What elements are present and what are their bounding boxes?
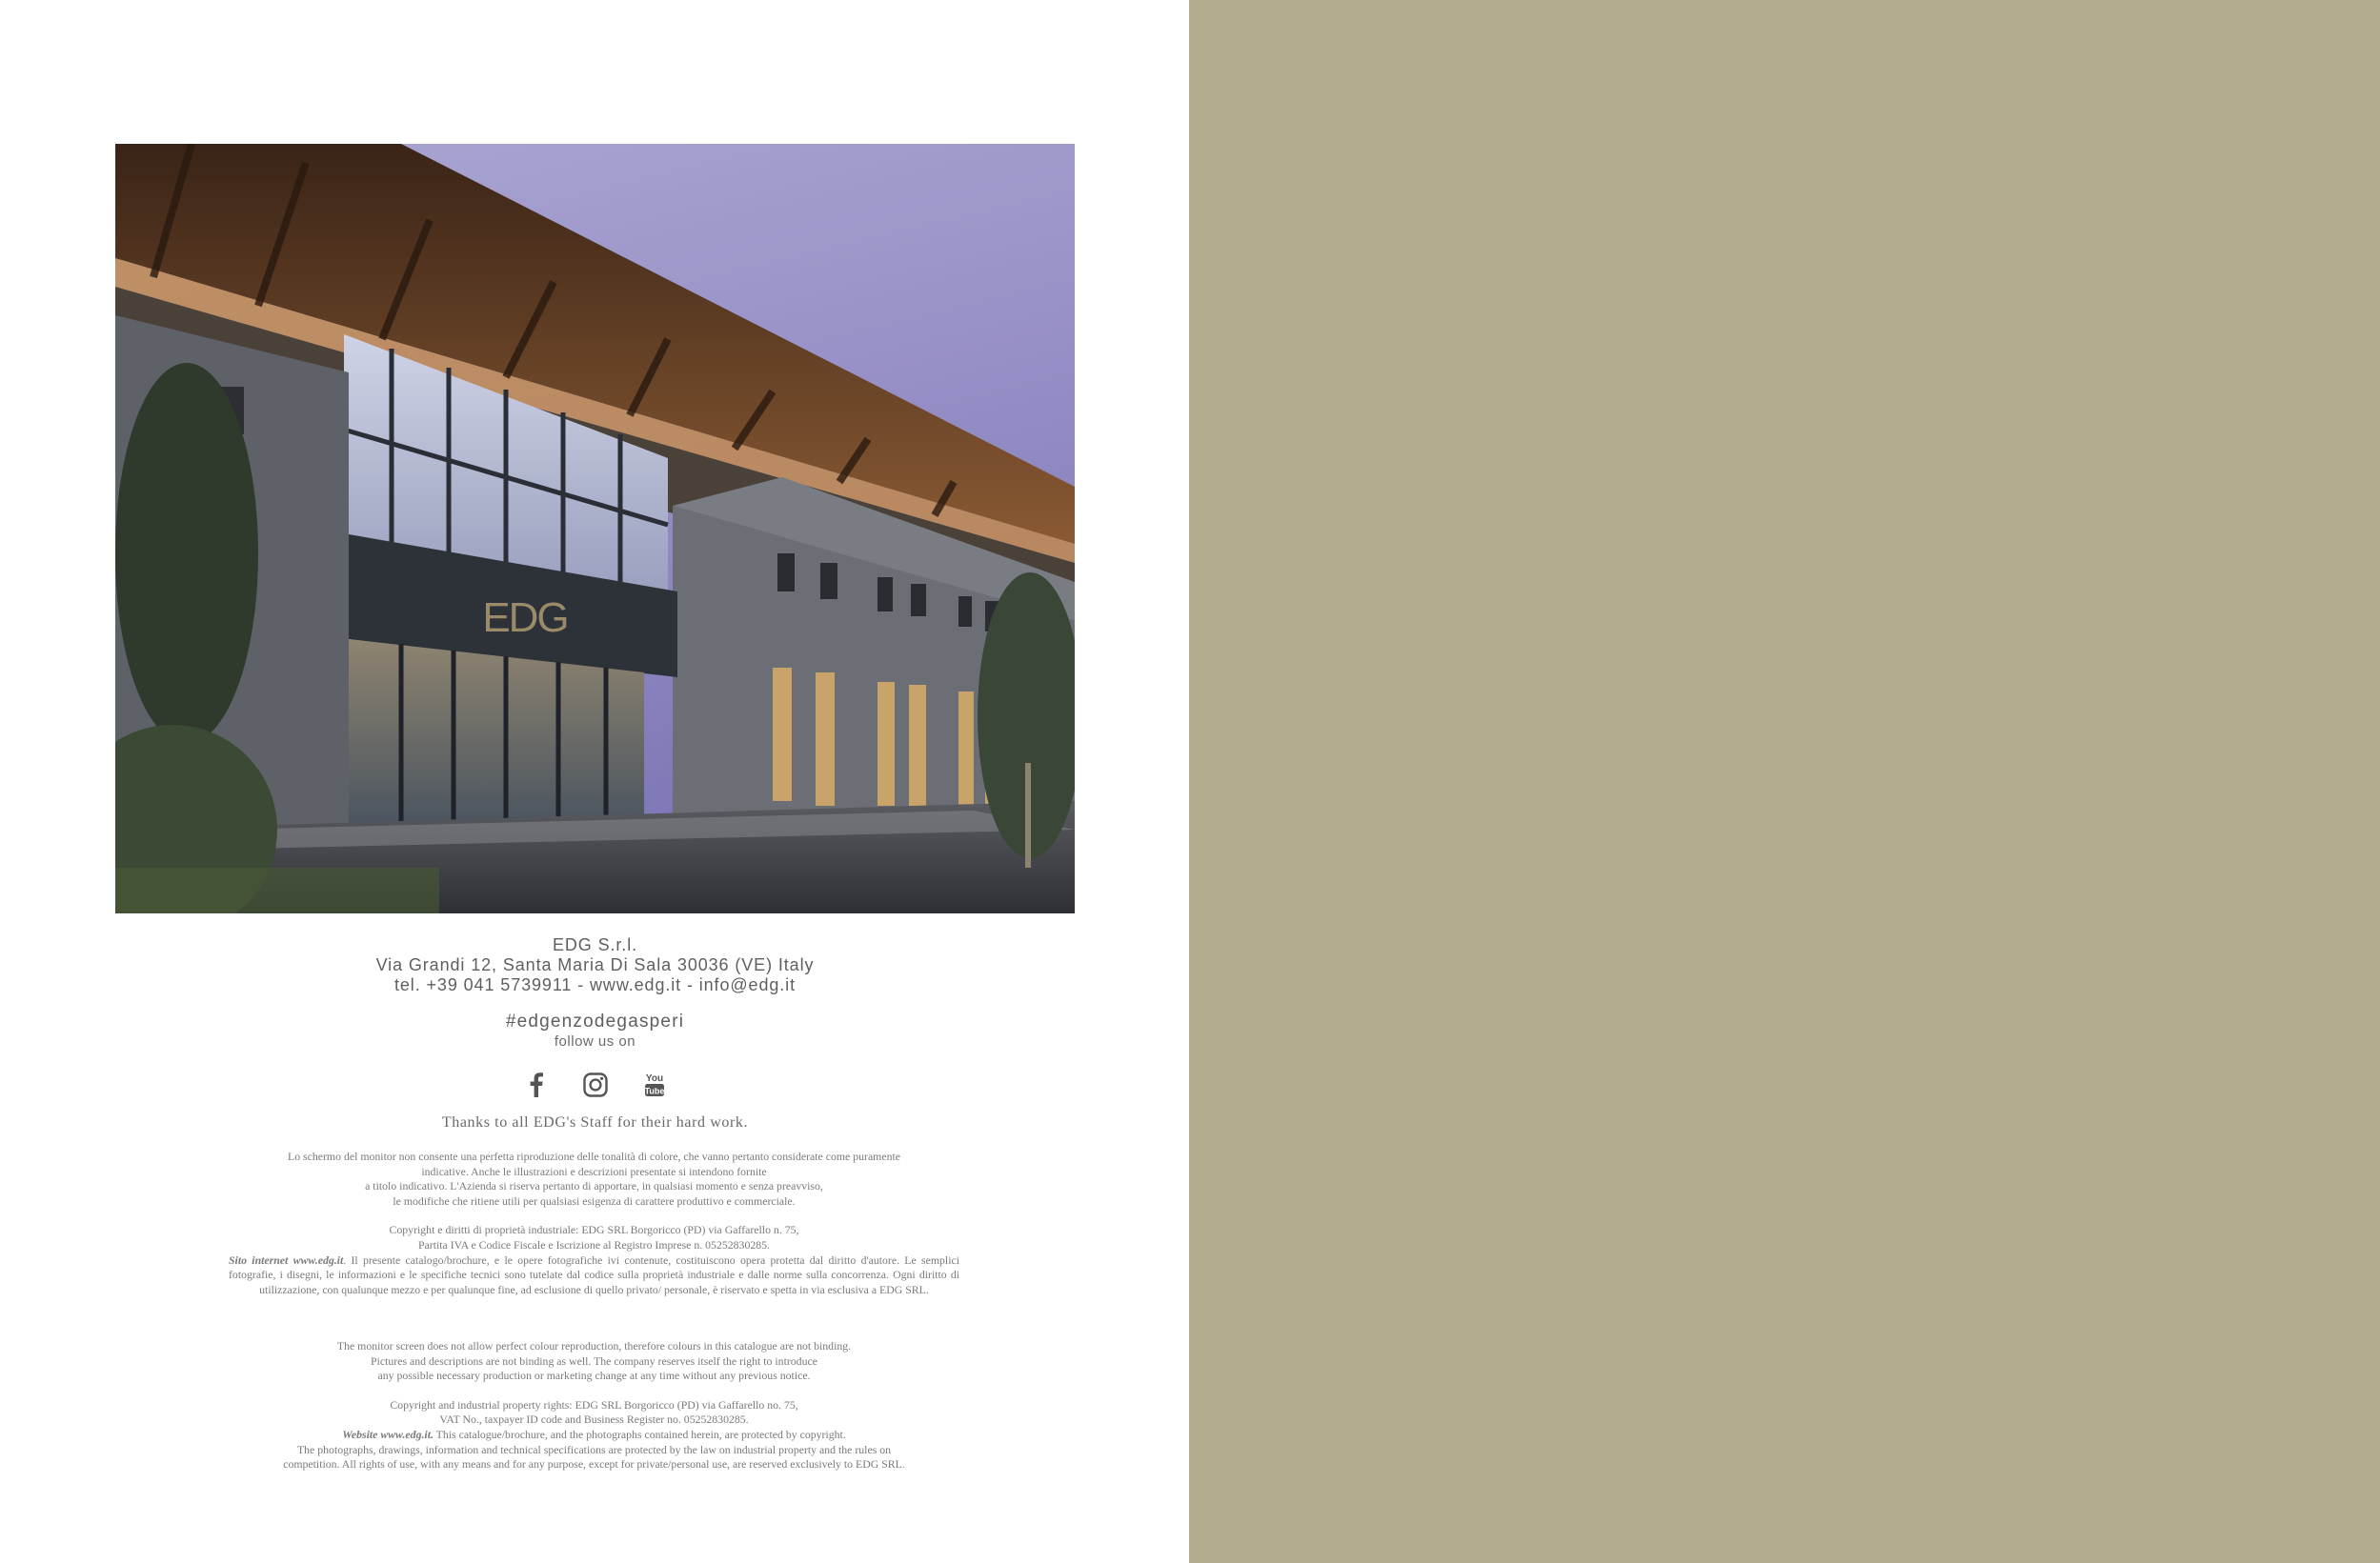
legal-notice-english <box>229 1339 959 1473</box>
legal-line: Partita IVA e Codice Fiscale e Iscrizione al Registro Imprese n. 05252830285. <box>417 1237 770 1252</box>
building-photo <box>115 144 1075 913</box>
company-contact-line: tel. +39 041 5739911 - www.edg.it - info@edg.it <box>394 975 796 994</box>
legal-line: The monitor screen does not allow perfect colour reproduction, therefore colours in this catalogue are not binding. <box>336 1339 852 1353</box>
legal-line: le modifiche che ritiene utili per qualsiasi esigenza di carattere produttivo e commerciale. <box>393 1193 796 1208</box>
legal-line: Copyright e diritti di proprietà industriale: EDG SRL Borgoricco (PD) via Gaffarello n. 75, <box>389 1223 799 1237</box>
legal-line: Copyright and industrial property rights: EDG SRL Borgoricco (PD) via Gaffarello no. 75, <box>390 1397 798 1412</box>
youtube-icon[interactable] <box>638 1071 671 1099</box>
left-page <box>0 0 1189 1563</box>
legal-line: indicative. Anche le illustrazioni e descrizioni presentate si intendono fornite <box>421 1164 767 1178</box>
social-icons <box>115 1071 1075 1099</box>
legal-line: Pictures and descriptions are not binding as well. The company reserves itself the right to introduce <box>371 1353 817 1368</box>
follow-us-label: follow us on <box>554 1033 636 1050</box>
building-sign-text: EDG <box>482 594 568 641</box>
legal-line: a titolo indicativo. L'Azienda si riserva pertanto di apportare, in qualsiasi momento e senza preavviso, <box>365 1179 823 1193</box>
legal-body: This catalogue/brochure, and the photographs contained herein, are protected by copyright. <box>433 1427 846 1441</box>
legal-line: any possible necessary production or marketing change at any time without any previous notice. <box>377 1369 811 1383</box>
legal-line: Lo schermo del monitor non consente una perfetta riproduzione delle tonalità di colore, che vanno pertanto considerate come puramente <box>287 1150 901 1163</box>
legal-line <box>229 1428 959 1443</box>
legal-body: . Il presente catalogo/brochure, e le opere fotografiche ivi contenute, costituiscono opera protetta dal diritto d'autore. Le semplici fotografie, i disegni, le informazioni e le specifiche tecnici sono tutelate dal codice sulla proprietà industriale e dalle norme sulla concorrenza. Ogni diritto di utilizzazione, con qualunque mezzo e per qualunque fine, ad esclusione di quello privato/ personale, è riservato e spetta in via esclusiva a EDG SRL. <box>229 1252 959 1296</box>
legal-line: VAT No., taxpayer ID code and Business Register no. 05252830285. <box>439 1413 749 1427</box>
instagram-icon[interactable] <box>579 1071 612 1099</box>
company-address: Via Grandi 12, Santa Maria Di Sala 30036 (VE) Italy <box>375 955 815 974</box>
svg-text:You: You <box>645 1073 663 1084</box>
thanks-line: Thanks to all EDG's Staff for their hard work. <box>441 1114 749 1131</box>
legal-line: The photographs, drawings, information and technical specifications are protected by the law on industrial property and the rules on <box>296 1442 892 1456</box>
facebook-icon[interactable] <box>520 1071 553 1099</box>
company-address-block <box>115 935 1075 995</box>
legal-paragraph <box>229 1253 959 1298</box>
right-color-panel <box>1189 0 2380 1563</box>
legal-notice-italian <box>229 1150 959 1297</box>
svg-text:Tube: Tube <box>644 1086 664 1096</box>
hashtag: #edgenzodegasperi <box>505 1012 685 1032</box>
legal-line: competition. All rights of use, with any means and for any purpose, except for private/personal use, are reserved exclusively to EDG SRL. <box>283 1457 905 1472</box>
website-label: Website www.edg.it. <box>342 1427 434 1441</box>
website-label: Sito internet www.edg.it <box>229 1252 344 1267</box>
company-name: EDG S.r.l. <box>552 935 637 954</box>
